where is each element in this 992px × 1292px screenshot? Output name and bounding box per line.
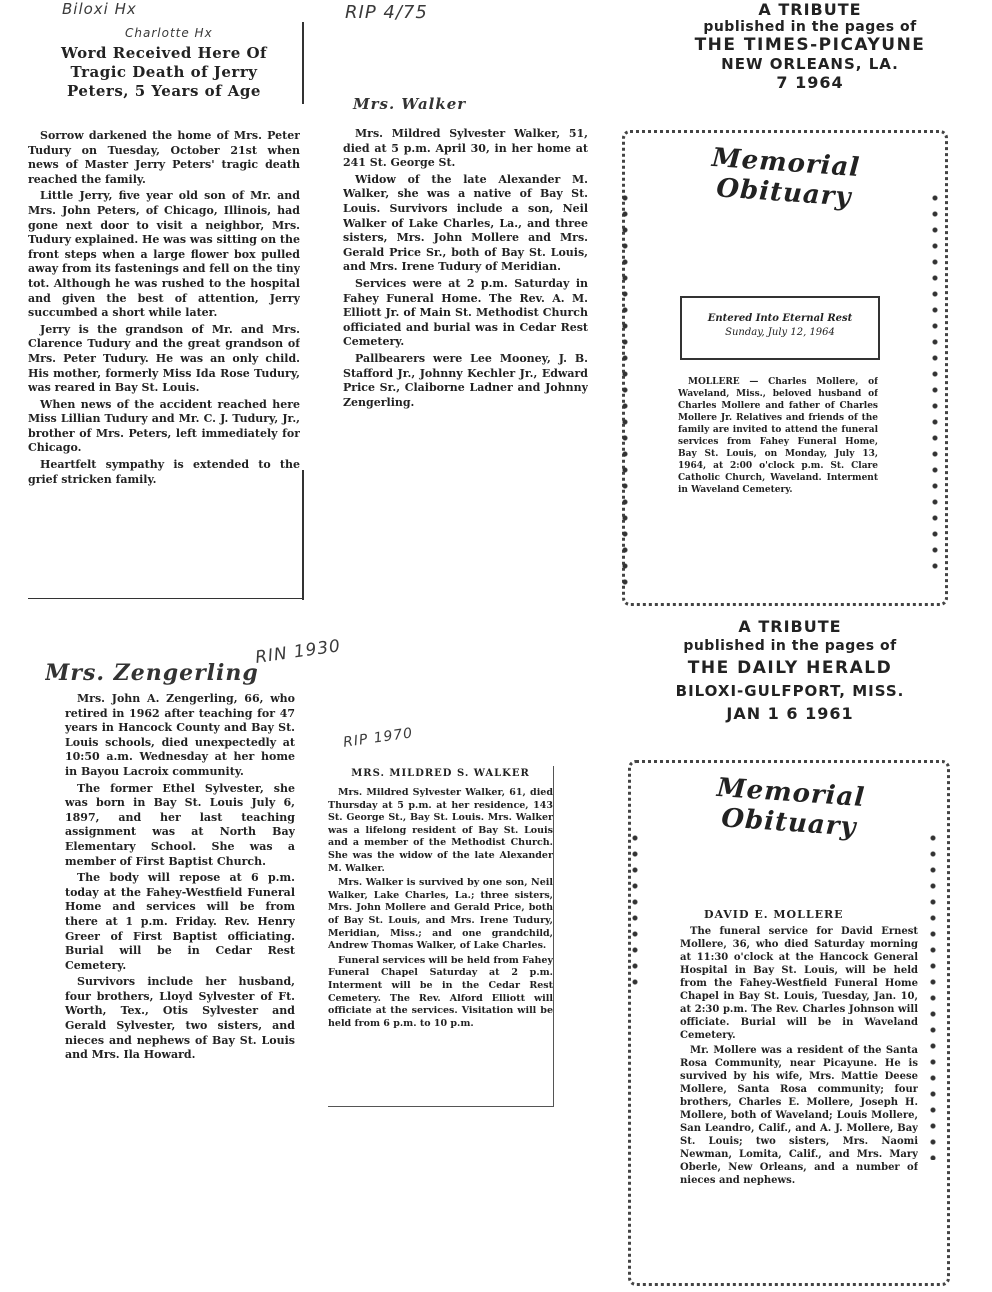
vine-border-left xyxy=(628,830,646,990)
memorial-notice xyxy=(680,908,918,1278)
tribute-city: NEW ORLEANS, LA. xyxy=(721,55,899,73)
tribute-label: A TRIBUTE xyxy=(738,617,842,636)
annotation-top-scrawl: Charlotte Hx xyxy=(125,26,213,40)
paragraph: Funeral services will be held from Fahey Funeral Chapel Saturday at 2 p.m. Interment will be in the Cedar Rest Cemetery. The Rev. Alford Elliott will officiate at the services. Visitation will be held from 6 p.m. to 10 p.m. xyxy=(328,954,553,1029)
tribute-daily-herald xyxy=(640,617,940,723)
paragraph: Survivors include her husband, four brothers, Lloyd Sylvester of Ft. Worth, Tex., Otis Sylvester and Gerald Sylvester, two sisters, and nieces and nephews of Bay St. Louis and Mrs. Ila Howard. xyxy=(65,975,295,1062)
tribute-city: BILOXI-GULFPORT, MISS. xyxy=(675,682,905,700)
column-rule xyxy=(302,470,304,600)
paragraph: Heartfelt sympathy is extended to the grief stricken family. xyxy=(28,458,300,486)
memorial-notice-text: MOLLERE — Charles Mollere, of Waveland, Miss., beloved husband of Charles Mollere and father of Charles Mollere Jr. Relatives and friends of the family are invited to attend the funeral services from Fahey Funeral Home, Bay St. Louis, on Monday, July 13, 1964, at 2:00 o'clock p.m. St. Clare Catholic Church, Waveland. Interment in Waveland Cemetery. xyxy=(678,377,878,495)
column-rule xyxy=(302,22,304,104)
paragraph: Mrs. John A. Zengerling, 66, who retired in 1962 after teaching for 47 years in Hancock County and Bay St. Louis schools, died unexpectedly at 10:50 a.m. Wednesday at her home in Bayou Lacroix community. xyxy=(65,692,295,778)
annotation-top-left: Biloxi Hx xyxy=(62,0,137,18)
headline-line-2: Tragic Death of Jerry xyxy=(70,63,258,81)
clipping-jerry-peters xyxy=(28,40,300,600)
annotation-rip-1930: RIN 1930 xyxy=(254,636,343,668)
memorial-heading: Memorial Obituary xyxy=(715,772,867,843)
memorial-banner-date: Sunday, July 12, 1964 xyxy=(725,327,835,338)
paragraph: The body will repose at 6 p.m. today at the Fahey-Westfield Funeral Home and services will be from there at 1 p.m. Friday. Rev. Henry Greer of First Baptist officiating. Burial will be in Cedar Rest Cemetery. xyxy=(65,871,295,972)
paragraph: Mrs. Mildred Sylvester Walker, 61, died Thursday at 5 p.m. at her residence, 143 St. George St., Bay St. Louis. Mrs. Walker was a lifelong resident of Bay St. Louis and a member of the Methodist Church. She was the widow of the late Alexander M. Walker. xyxy=(328,787,553,874)
paragraph: Jerry is the grandson of Mr. and Mrs. Clarence Tudury and the great grandson of Mrs. Peter Tudury. He was an only child. His mother, formerly Miss Ida Rose Tudury, was reared in Bay St. Louis. xyxy=(28,322,300,395)
tribute-published: published in the pages of xyxy=(683,638,897,654)
headline-line-1: Word Received Here Of xyxy=(61,44,267,62)
tribute-times-picayune xyxy=(680,0,940,92)
memorial-banner xyxy=(680,296,880,360)
headline-jerry-peters xyxy=(28,44,300,101)
memorial-banner-text: Entered Into Eternal Rest xyxy=(707,313,853,324)
paragraph: Widow of the late Alexander M. Walker, she was a native of Bay St. Louis. Survivors include a son, Neil Walker of Lake Charles, La., and three sisters, Mrs. John Mollere and Mrs. Gerald Price Sr., both of Bay St. Louis, and Mrs. Irene Tudury of Meridian. xyxy=(343,172,588,274)
paragraph: The former Ethel Sylvester, she was born in Bay St. Louis July 6, 1897, and her last teaching assignment was at North Bay Elementary School. She was a member of First Baptist Church. xyxy=(65,781,295,868)
annotation-rip-1970: RIP 1970 xyxy=(342,725,415,751)
memorial-heading: Memorial Obituary xyxy=(710,142,862,213)
paragraph: Sorrow darkened the home of Mrs. Peter Tudury on Tuesday, October 21st when news of Master Jerry Peters' tragic death reached the family. xyxy=(28,129,300,186)
headline-line-3: Peters, 5 Years of Age xyxy=(67,82,261,100)
clip-bottom-rule xyxy=(28,598,304,599)
memorial-name: DAVID E. MOLLERE xyxy=(704,908,844,921)
vine-border-right xyxy=(926,830,944,1160)
paragraph: Mr. Mollere was a resident of the Santa Rosa Community, near Picayune. He is survived by his wife, Mrs. Mattie Deese Mollere, Santa Rosa community; four brothers, Charles E. Mollere, Joseph H. Mollere, both of Waveland; Louis Mollere, San Leandro, Calif., and A. J. Mollere, Bay St. Louis; two sisters, Mrs. Naomi Newman, Lomita, Calif., and Mrs. Mary Oberle, New Orleans, and a number of nieces and nephews. xyxy=(680,1045,918,1186)
memorial-notice xyxy=(678,376,878,586)
paragraph: When news of the accident reached here Miss Lillian Tudury and Mr. C. J. Tudury, Jr., brother of Mrs. Peters, left immediately for Chicago. xyxy=(28,397,300,455)
tribute-published: published in the pages of xyxy=(703,19,917,35)
tribute-paper: THE DAILY HERALD xyxy=(687,658,893,678)
obituary-title: MRS. MILDRED S. WALKER xyxy=(351,768,530,779)
vine-border-left xyxy=(618,190,636,590)
tribute-paper: THE TIMES-PICAYUNE xyxy=(694,35,926,55)
paragraph: The funeral service for David Ernest Mollere, 36, who died Saturday morning at 11:30 o'clock at the Hancock General Hospital in Bay St. Louis, will be held from the Fahey-Westfield Funeral Home Chapel in Bay St. Louis, Tuesday, Jan. 10, at 2:30 p.m. The Rev. Charles Johnson will officiate. Burial will be in Waveland Cemetery. xyxy=(680,926,918,1041)
obituary-title: Mrs. Zengerling xyxy=(45,660,259,686)
paragraph: Little Jerry, five year old son of Mr. and Mrs. John Peters, of Chicago, Illinois, had gone next door to visit a neighbor, Mrs. Tudury explained. He was was sitting on the front steps when a large flower box pulled away from its fastenings and fell on the tiny tot. Although he was rushed to the hospital and given the best of attention, Jerry succumbed a short while later. xyxy=(28,189,300,320)
annotation-top-mid: RIP 4/75 xyxy=(345,2,428,23)
clipping-mrs-walker xyxy=(343,95,588,555)
clipping-mildred-walker xyxy=(328,766,554,1107)
paragraph: Services were at 2 p.m. Saturday in Fahey Funeral Home. The Rev. A. M. Elliott Jr. of Main St. Methodist Church officiated and burial was in Cedar Rest Cemetery. xyxy=(343,276,588,349)
tribute-date: JAN 1 6 1961 xyxy=(726,704,854,723)
clipping-mrs-zengerling xyxy=(45,660,295,1220)
tribute-date: 7 1964 xyxy=(776,73,844,92)
paragraph: Mrs. Walker is survived by one son, Neil Walker, Lake Charles, La.; three sisters, Mrs. John Mollere and Gerald Price, both of Bay St. Louis, and Mrs. Irene Tudury, Meridian, Miss.; and one grandchild, Andrew Thomas Walker, of Lake Charles. xyxy=(328,877,553,952)
obituary-title: Mrs. Walker xyxy=(353,95,467,113)
paragraph: Mrs. Mildred Sylvester Walker, 51, died at 5 p.m. April 30, in her home at 241 St. George St. xyxy=(343,127,588,170)
paragraph: Pallbearers were Lee Mooney, J. B. Stafford Jr., Johnny Kechler Jr., Edward Price Sr., Claiborne Ladner and Johnny Zengerling. xyxy=(343,351,588,409)
tribute-label: A TRIBUTE xyxy=(758,0,862,19)
vine-border-right xyxy=(928,190,946,570)
